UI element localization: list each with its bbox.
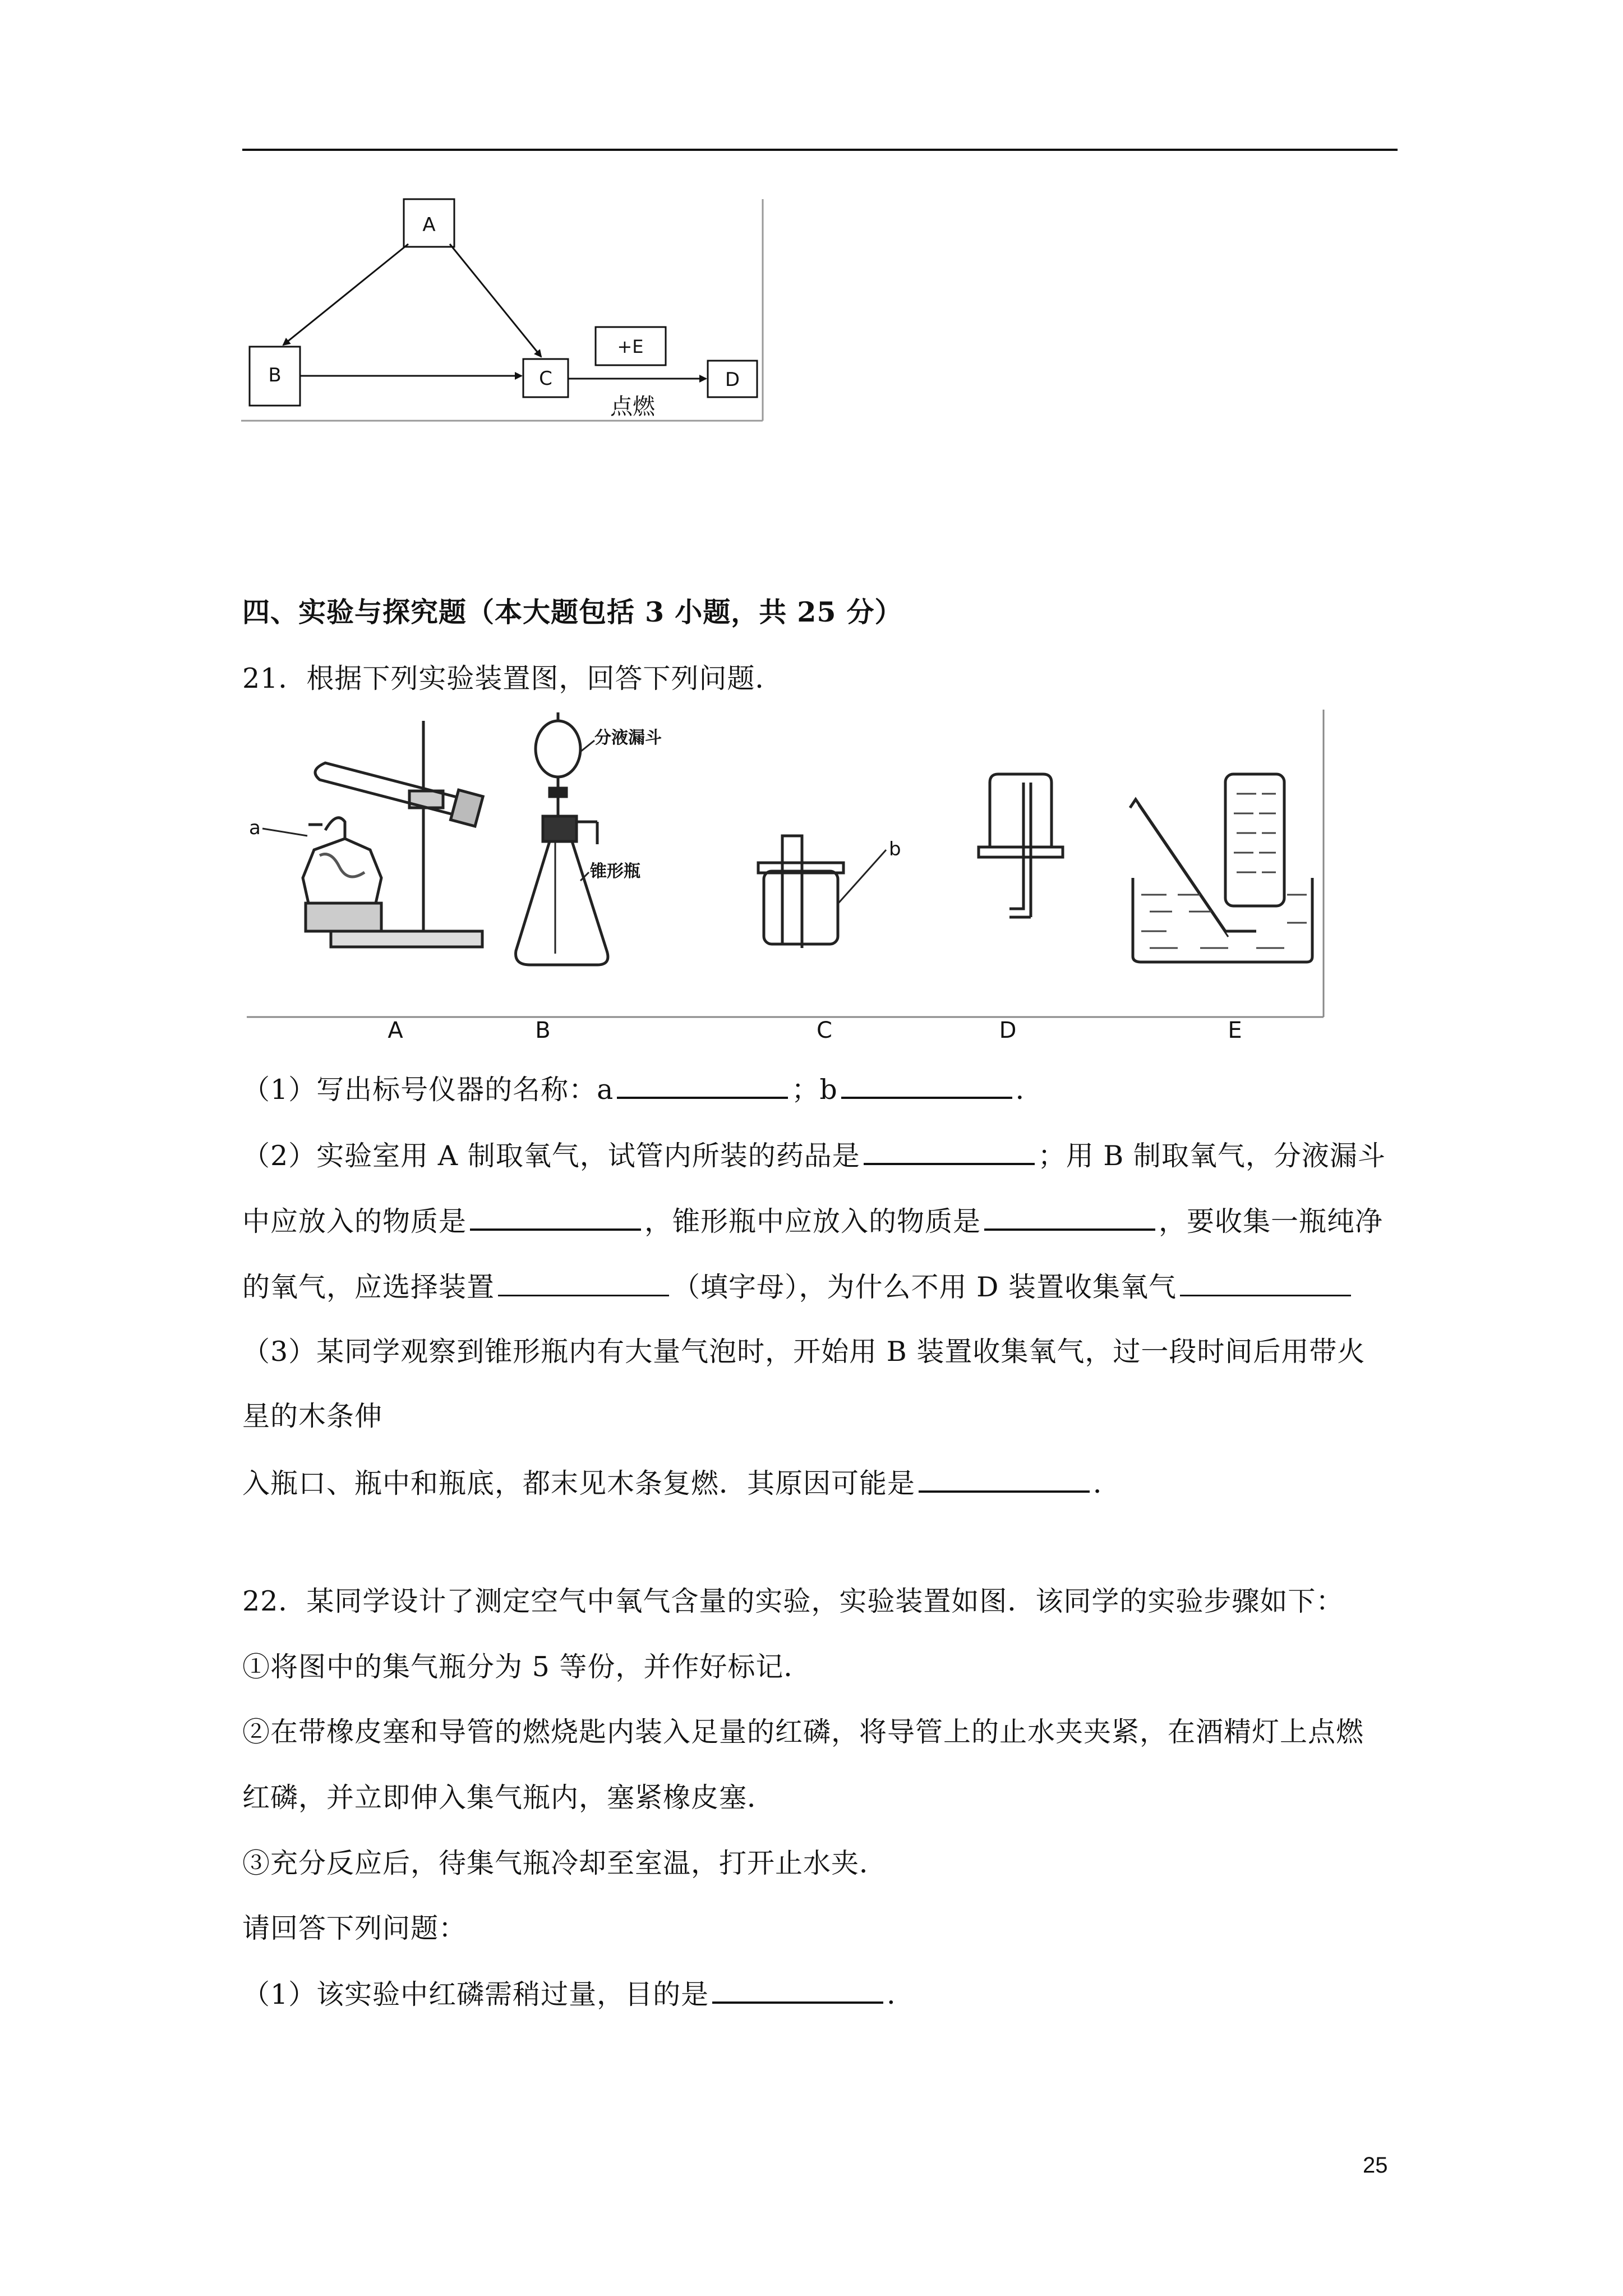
q21-p2-text-g: （填字母），为什么不用 D 装置收集氧气 [672,1271,1177,1303]
q21-part3-line2: 星的木条伸 [242,1400,383,1432]
apparatus-letter-b: B [535,1018,551,1043]
q21-part3-line1: （3）某同学观察到锥形瓶内有大量气泡时，开始用 B 装置收集氧气，过一段时间后用带火 [242,1336,1366,1368]
apparatus-b [516,712,608,965]
box-c-label: C [539,367,552,390]
arrow-a-b [283,244,408,345]
apparatus-letter-d: D [999,1018,1017,1043]
q21-p2-text-f: 的氧气，应选择装置 [242,1271,495,1303]
apparatus-e [1130,774,1312,962]
section-heading: 四、实验与探究题（本大题包括 3 小题，共 25 分） [242,596,903,628]
apparatus-letter-e: E [1228,1018,1242,1043]
header-rule [242,149,1398,151]
apparatus-letter-a: A [388,1018,403,1043]
answer-blank-purpose[interactable] [712,1979,883,2004]
q21-p2-text-e: ，要收集一瓶纯净 [1159,1205,1384,1237]
apparatus-c [758,836,843,948]
answer-blank-funnel[interactable] [470,1206,641,1231]
condition-label: 点燃 [610,394,655,420]
q21-part2-line1 [242,1140,1386,1170]
answer-blank-device[interactable] [498,1272,669,1296]
box-d-label: D [725,369,740,391]
q21-stem: 21．根据下列实验装置图，回答下列问题． [242,662,783,694]
q21-part2-line2 [242,1206,1383,1235]
q21-p1-text-a: （1）写出标号仪器的名称：a [242,1074,614,1106]
q21-p3-text-a: 入瓶口、瓶中和瓶底，都末见木条复燃．其原因可能是 [242,1467,916,1499]
arrow-a-c [450,244,541,357]
label-a: a [249,817,261,839]
apparatus-a [303,721,483,947]
q21-p1-end: ． [1015,1074,1044,1106]
q21-part1 [242,1074,1044,1106]
box-b-label: B [268,364,282,386]
q21-p2-text-d: ，锥形瓶中应放入的物质是 [644,1205,981,1237]
q22-ask: 请回答下列问题： [242,1912,467,1944]
apparatus-letter-c: C [817,1018,832,1043]
page-number: 25 [1363,2153,1388,2178]
answer-blank-reason[interactable] [919,1468,1090,1493]
q21-p1-text-b: ；b [791,1074,838,1106]
q21-part3-line3 [242,1468,1121,1497]
apparatus-figure [247,710,1338,1043]
box-a-label: A [422,214,436,236]
q22-stem: 22．某同学设计了测定空气中氧气含量的实验，实验装置如图．该同学的实验步骤如下： [242,1585,1344,1617]
relation-diagram [241,191,780,426]
apparatus-d [979,774,1063,917]
answer-blank-a[interactable] [617,1074,788,1099]
q21-p2-text-b: ；用 B 制取氧气，分液漏斗 [1038,1140,1386,1172]
q22-step1: ①将图中的集气瓶分为 5 等份，并作好标记． [242,1651,812,1683]
answer-blank-a-drug[interactable] [864,1140,1035,1165]
q22-p1-end: ． [887,1978,915,2010]
q21-p2-text-c: 中应放入的物质是 [242,1205,467,1237]
q21-p3-end: ． [1093,1467,1122,1499]
label-b: b [889,838,901,861]
q22-part1 [242,1979,915,2008]
answer-blank-why-not-d[interactable] [1180,1272,1351,1296]
q22-step2-line2: 红磷，并立即伸入集气瓶内，塞紧橡皮塞． [242,1782,776,1814]
funnel-label: 分液漏斗 [594,728,662,748]
answer-blank-flask[interactable] [984,1206,1155,1231]
box-e-label: +E [617,336,644,357]
q21-part2-line3 [242,1272,1354,1301]
q21-p2-text-a: （2）实验室用 A 制取氧气，试管内所装的药品是 [242,1140,860,1172]
q22-step3: ③充分反应后，待集气瓶冷却至室温，打开止水夹． [242,1847,888,1879]
answer-blank-b[interactable] [841,1074,1012,1099]
flask-label: 锥形瓶 [590,862,640,881]
q22-step2-line1: ②在带橡皮塞和导管的燃烧匙内装入足量的红磷，将导管上的止水夹夹紧，在酒精灯上点燃 [242,1716,1364,1748]
q22-p1-text: （1）该实验中红磷需稍过量，目的是 [242,1978,709,2010]
